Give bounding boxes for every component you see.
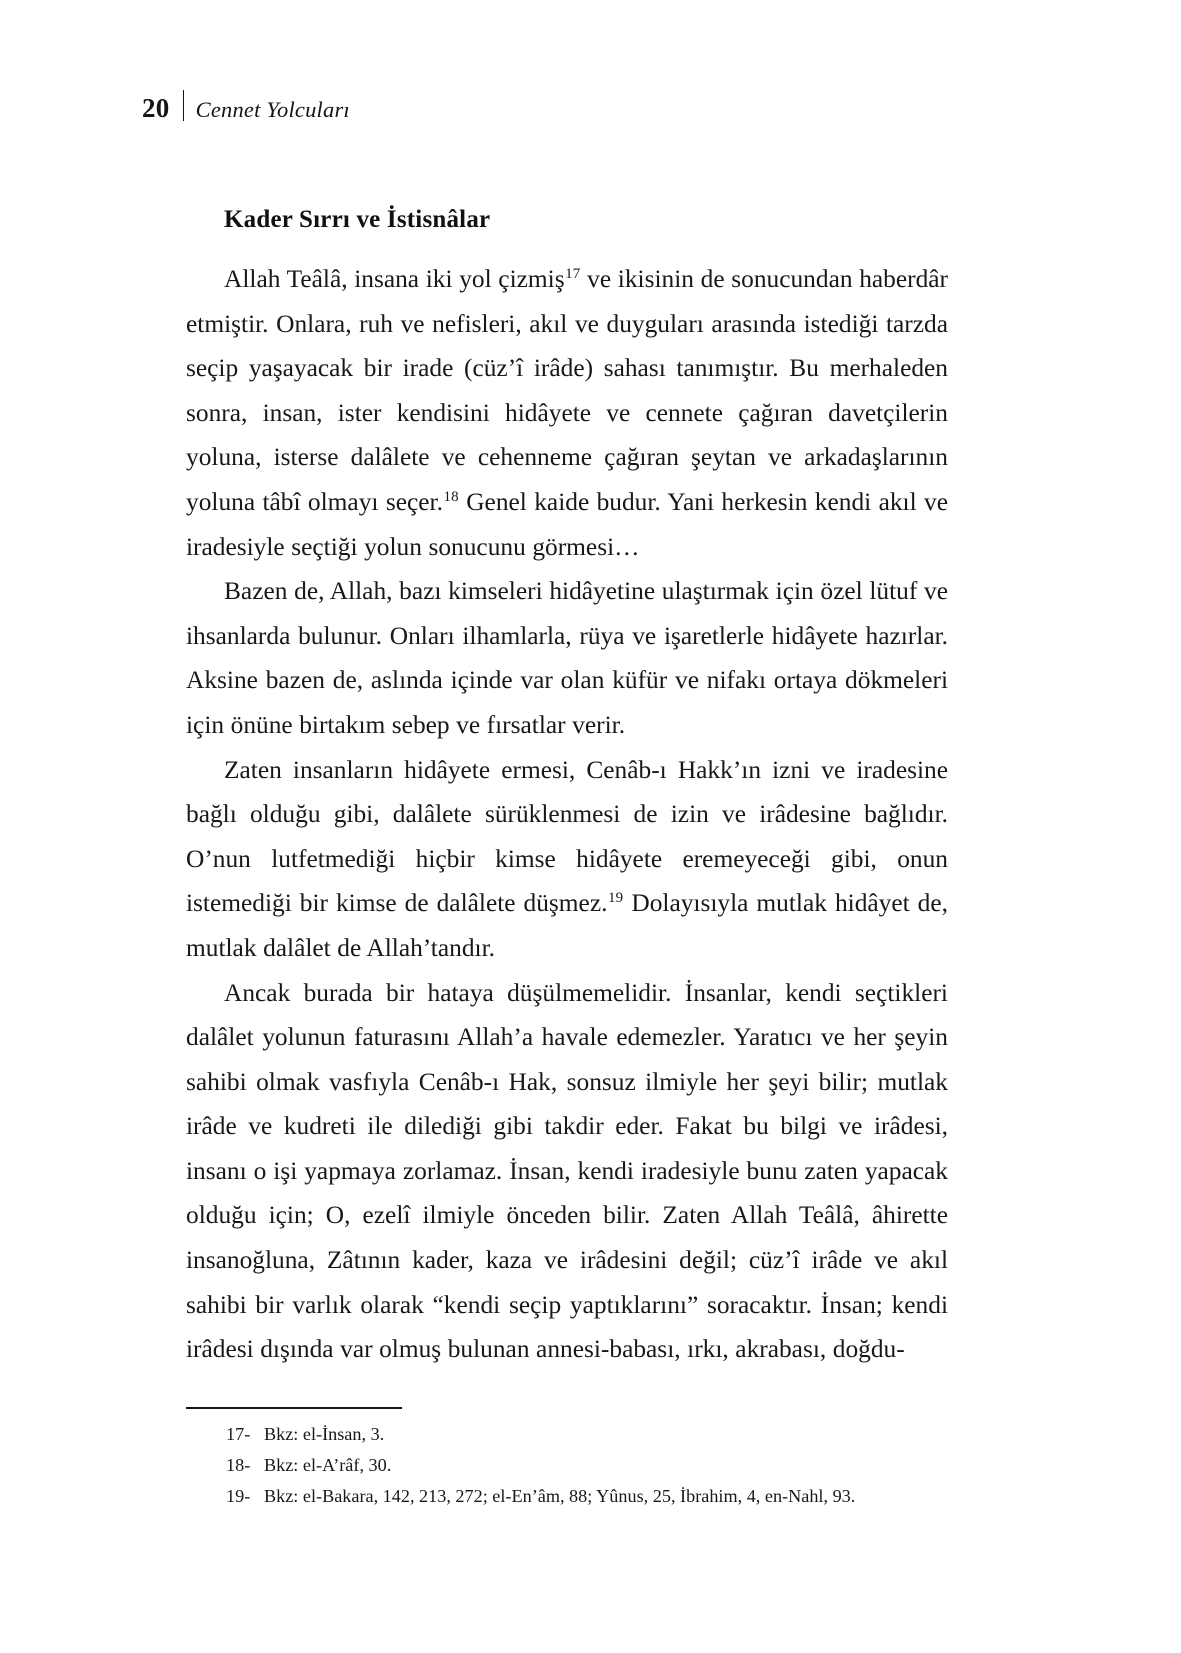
footnote-reference[interactable]: 17 [565, 265, 581, 282]
body-text-block [186, 205, 948, 1372]
body-paragraph: Allah Teâlâ, insana iki yol çizmiş$^{17}$ ve ikisinin de sonucundan haberdâr etmiştir. Onlara, ruh ve nefisleri, akıl ve duyguları arasında istediği tarzda seçip yaşayacak bir irade (cüz’î irâde) sahası tanımıştır. Bu merhaleden sonra, insan, ister kendisini hidâyete ve cennete çağıran davetçilerin yoluna, isterse dalâlete ve cehenneme çağıran şeytan ve arkadaşlarının yoluna tâbî olmayı seçer.$^{18}$ Genel kaide budur. Yani herkesin kendi akıl ve iradesiyle seçtiği yolun sonucunu görmesi… [186, 265, 948, 561]
section-heading: Kader Sırrı ve İstisnâlar [224, 206, 491, 233]
footnote-item [186, 1450, 948, 1481]
body-paragraph: Bazen de, Allah, bazı kimseleri hidâyetine ulaştırmak için özel lütuf ve ihsanlarda bulunur. Onları ilhamlarla, rüya ve işaretlerle hidâyete hazırlar. Aksine bazen de, aslında içinde var olan küfür ve nifakı ortaya dökmeleri için önüne birtakım sebep ve fırsatlar verir. [186, 577, 948, 739]
footnote-reference[interactable]: 19 [607, 890, 624, 907]
footnote-text: Bkz: el-Bakara, 142, 213, 272; el-En’âm, 88; Yûnus, 25, İbrahim, 4, en-Nahl, 93. [264, 1486, 856, 1506]
paragraph-container [186, 257, 948, 1372]
footnote-number: 19- [226, 1486, 251, 1506]
footnote-reference[interactable]: 18 [443, 488, 459, 505]
footnote-text: Bkz: el-İnsan, 3. [264, 1424, 385, 1444]
footnote-separator-rule [186, 1407, 402, 1409]
book-title: Cennet Yolcuları [195, 97, 350, 122]
footnotes-section [186, 1407, 948, 1512]
running-head-divider [183, 90, 184, 121]
footnote-number: 17- [226, 1424, 251, 1444]
footnote-item [186, 1419, 948, 1450]
page-number: 20 [142, 93, 170, 123]
footnote-list [186, 1419, 948, 1512]
body-paragraph: Ancak burada bir hataya düşülmemelidir. İnsanlar, kendi seçtikleri dalâlet yolunun faturasını Allah’a havale edemezler. Yaratıcı ve her şeyin sahibi olmak vasfıyla Cenâb-ı Hak, sonsuz ilmiyle her şeyi bilir; mutlak irâde ve kudreti ile dilediği gibi takdir eder. Fakat bu bilgi ve irâdesi, insanı o işi yapmaya zorlamaz. İnsan, kendi iradesiyle bunu zaten yapacak olduğu için; O, ezelî ilmiyle önceden bilir. Zaten Allah Teâlâ, âhirette insanoğluna, Zâtının kader, kaza ve irâdesini değil; cüz’î irâde ve akıl sahibi bir varlık olarak “kendi seçip yaptıklarını” soracaktır. İnsan; kendi irâdesi dışında var olmuş bulunan annesi-babası, ırkı, akrabası, doğdu- [186, 978, 948, 1364]
footnote-number: 18- [226, 1455, 251, 1475]
body-paragraph: Zaten insanların hidâyete ermesi, Cenâb-ı Hakk’ın izni ve iradesine bağlı olduğu gibi, dalâlete sürüklenmesi de izin ve irâdesine bağlıdır. O’nun lutfetmediği hiçbir kimse hidâyete eremeyeceği gibi, onun istemediği bir kimse de dalâlete düşmez.$^{19}$ Dolayısıyla mutlak hidâyet de, mutlak dalâlet de Allah’tandır. [186, 755, 948, 962]
footnote-item [186, 1481, 948, 1512]
running-head [142, 86, 350, 126]
footnote-text: Bkz: el-A’râf, 30. [264, 1455, 392, 1475]
